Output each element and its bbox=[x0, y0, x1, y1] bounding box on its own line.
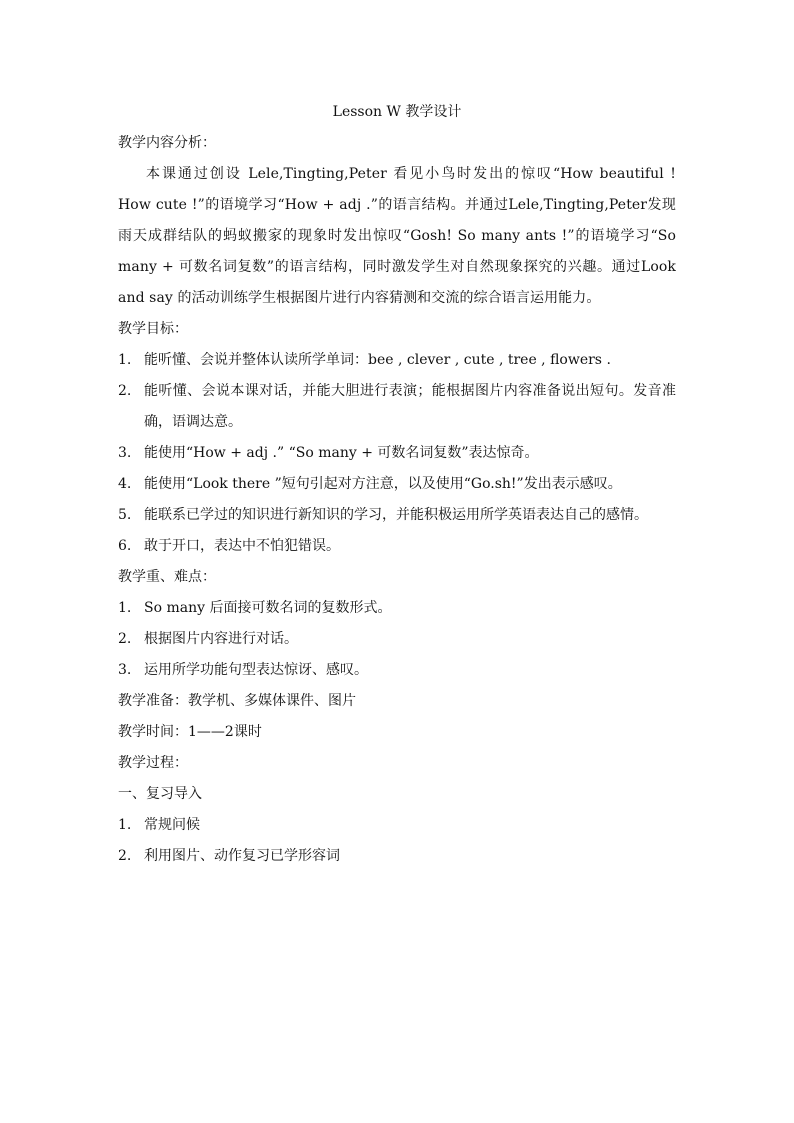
section-one-heading: 一、复习导入 bbox=[118, 786, 202, 802]
list-item bbox=[118, 500, 676, 531]
list-item bbox=[118, 345, 676, 376]
list-item bbox=[118, 841, 676, 872]
list-item bbox=[118, 593, 676, 624]
list-item-text: 常规问候 bbox=[144, 817, 200, 833]
document-page bbox=[118, 100, 676, 872]
list-item-text: 敢于开口，表达中不怕犯错误。 bbox=[144, 538, 340, 554]
list-item bbox=[118, 376, 676, 438]
list-item-number: 3. bbox=[118, 445, 132, 461]
keypoints-list bbox=[118, 593, 676, 686]
preparation-line: 教学准备：教学机、多媒体课件、图片 bbox=[118, 693, 356, 709]
list-item-text: 能联系已学过的知识进行新知识的学习，并能积极运用所学英语表达自己的感情。 bbox=[144, 507, 648, 523]
list-item-number: 1. bbox=[118, 352, 132, 368]
list-item-text: 能使用“Look there ”短句引起对方注意，以及使用“Go.sh!”发出表示感叹。 bbox=[144, 476, 622, 492]
process-list bbox=[118, 810, 676, 872]
document-title: Lesson W 教学设计 bbox=[332, 104, 462, 120]
list-item-text: 运用所学功能句型表达惊讶、感叹。 bbox=[144, 662, 368, 678]
keypoints-heading: 教学重、难点： bbox=[118, 569, 216, 585]
list-item-text: So many 后面接可数名词的复数形式。 bbox=[144, 600, 392, 616]
objectives-heading: 教学目标： bbox=[118, 321, 188, 337]
list-item-number: 3. bbox=[118, 662, 132, 678]
list-item-number: 6. bbox=[118, 538, 132, 554]
list-item-number: 2. bbox=[118, 631, 132, 647]
list-item-number: 2. bbox=[118, 848, 132, 864]
list-item-number: 5. bbox=[118, 507, 132, 523]
list-item-number: 1. bbox=[118, 817, 132, 833]
time-line: 教学时间：1——2课时 bbox=[118, 724, 262, 740]
list-item bbox=[118, 469, 676, 500]
list-item-number: 2. bbox=[118, 383, 132, 399]
content-analysis-heading: 教学内容分析： bbox=[118, 135, 216, 151]
list-item bbox=[118, 810, 676, 841]
list-item-number: 1. bbox=[118, 600, 132, 616]
list-item-text: 利用图片、动作复习已学形容词 bbox=[144, 848, 340, 864]
list-item bbox=[118, 531, 676, 562]
list-item bbox=[118, 624, 676, 655]
list-item-text: 能听懂、会说本课对话，并能大胆进行表演；能根据图片内容准备说出短句。发音准确，语调达意。 bbox=[144, 383, 676, 430]
content-analysis-paragraph: 本课通过创设 Lele,Tingting,Peter 看见小鸟时发出的惊叹“How beautiful ! How cute !”的语境学习“How + adj .”的语言结构。并通过Lele,Tingting,Peter发现雨天成群结队的蚂蚁搬家的现象时发出惊叹“Gosh! So many ants !”的语境学习“So many + 可数名词复数”的语言结构，同时激发学生对自然现象探究的兴趣。通过Look and say 的活动训练学生根据图片进行内容猜测和交流的综合语言运用能力。 bbox=[118, 166, 676, 306]
list-item bbox=[118, 438, 676, 469]
process-heading: 教学过程： bbox=[118, 755, 188, 771]
list-item-text: 能使用“How + adj .” “So many + 可数名词复数”表达惊奇。 bbox=[144, 445, 539, 461]
list-item-text: 能听懂、会说并整体认读所学单词：bee , clever , cute , tree , flowers . bbox=[144, 352, 611, 368]
objectives-list bbox=[118, 345, 676, 562]
list-item-text: 根据图片内容进行对话。 bbox=[144, 631, 298, 647]
list-item-number: 4. bbox=[118, 476, 132, 492]
list-item bbox=[118, 655, 676, 686]
